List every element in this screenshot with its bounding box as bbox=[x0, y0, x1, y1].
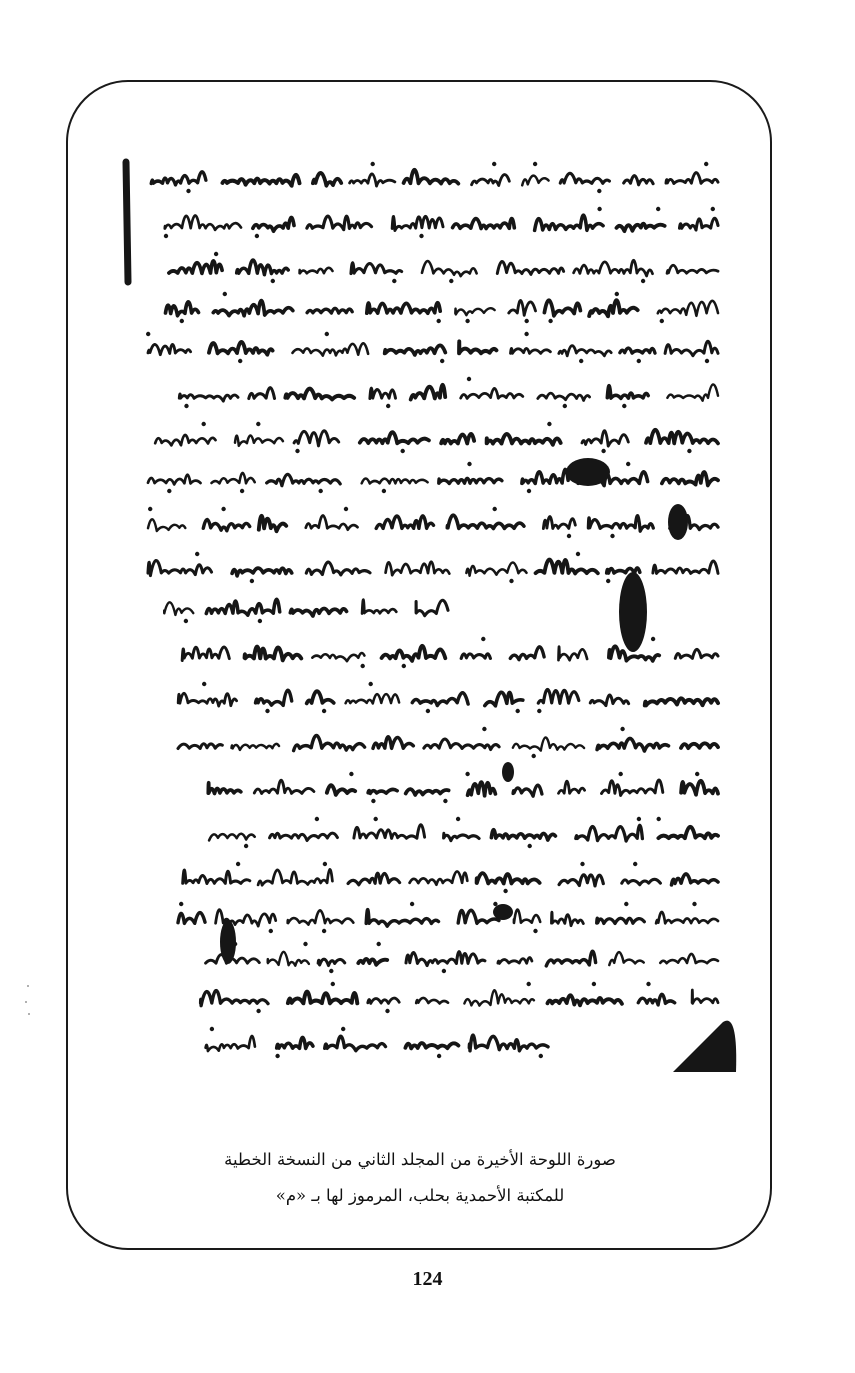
ink-dot bbox=[503, 889, 507, 893]
handwritten-word bbox=[406, 789, 449, 795]
handwritten-word bbox=[376, 516, 433, 529]
handwritten-word bbox=[455, 308, 494, 315]
handwritten-word bbox=[294, 431, 339, 446]
handwritten-word bbox=[213, 301, 292, 316]
handwritten-word bbox=[312, 653, 364, 661]
handwritten-word bbox=[288, 992, 357, 1004]
handwritten-word bbox=[206, 599, 279, 615]
manuscript-image bbox=[118, 142, 738, 1082]
ink-dot bbox=[633, 862, 637, 866]
ink-dot bbox=[323, 862, 327, 866]
handwritten-word bbox=[368, 789, 397, 793]
handwritten-word bbox=[290, 608, 346, 616]
handwritten-word bbox=[680, 218, 719, 230]
ink-dot bbox=[705, 359, 709, 363]
handwritten-word bbox=[544, 300, 580, 316]
ink-dot bbox=[419, 234, 423, 238]
ink-dot bbox=[361, 664, 365, 668]
ink-dot bbox=[657, 817, 661, 821]
ink-dot bbox=[240, 489, 244, 493]
handwritten-word bbox=[373, 737, 413, 749]
handwritten-word bbox=[461, 654, 490, 659]
handwritten-word bbox=[609, 952, 643, 965]
ink-dot bbox=[202, 682, 206, 686]
ink-dot bbox=[576, 552, 580, 556]
handwritten-word bbox=[491, 830, 555, 840]
ink-dot bbox=[580, 862, 584, 866]
ink-dot bbox=[467, 377, 471, 381]
handwritten-word bbox=[459, 341, 496, 353]
ink-dot bbox=[392, 279, 396, 283]
handwritten-word bbox=[574, 260, 653, 276]
handwritten-word bbox=[254, 780, 314, 793]
handwritten-word bbox=[182, 647, 229, 660]
handwritten-word bbox=[406, 952, 485, 966]
handwritten-word bbox=[472, 175, 510, 186]
handwritten-word bbox=[548, 995, 622, 1005]
handwritten-word bbox=[179, 394, 238, 401]
handwritten-word bbox=[151, 172, 206, 185]
ink-dot bbox=[524, 332, 528, 336]
handwritten-word bbox=[620, 348, 655, 353]
handwritten-word bbox=[536, 560, 598, 574]
handwritten-word bbox=[209, 342, 273, 355]
handwritten-word bbox=[513, 737, 584, 750]
ink-dot bbox=[597, 207, 601, 211]
ink-dot bbox=[482, 727, 486, 731]
ink-dot bbox=[637, 817, 641, 821]
handwritten-word bbox=[444, 833, 480, 840]
ink-dot bbox=[493, 507, 497, 511]
handwritten-word bbox=[411, 385, 446, 400]
ink-dot bbox=[426, 709, 430, 713]
handwritten-word bbox=[208, 783, 241, 794]
ink-dot bbox=[382, 489, 386, 493]
ink-dot bbox=[660, 319, 664, 323]
handwritten-word bbox=[367, 303, 440, 314]
handwritten-word bbox=[667, 384, 718, 400]
handwritten-word bbox=[404, 170, 459, 184]
ink-dot bbox=[331, 982, 335, 986]
ink-dot bbox=[325, 332, 329, 336]
ink-dot bbox=[601, 449, 605, 453]
handwritten-word bbox=[178, 693, 236, 706]
handwritten-word bbox=[183, 870, 250, 883]
ink-dot bbox=[695, 772, 699, 776]
handwritten-word bbox=[169, 261, 222, 274]
handwritten-word bbox=[597, 918, 645, 923]
handwritten-word bbox=[441, 434, 474, 443]
handwritten-word bbox=[203, 520, 249, 531]
ink-dot bbox=[275, 1054, 279, 1058]
ink-dot bbox=[579, 359, 583, 363]
handwritten-word bbox=[253, 217, 294, 231]
ink-dot bbox=[606, 579, 610, 583]
ink-dot bbox=[349, 772, 353, 776]
handwritten-word bbox=[656, 912, 718, 923]
handwritten-word bbox=[466, 563, 526, 576]
handwritten-word bbox=[232, 568, 292, 576]
ink-dot bbox=[437, 1054, 441, 1058]
ink-dot bbox=[615, 292, 619, 296]
ink-dot bbox=[319, 489, 323, 493]
handwritten-word bbox=[237, 260, 289, 275]
handwritten-word bbox=[165, 215, 241, 229]
ink-dot bbox=[255, 234, 259, 238]
handwritten-word bbox=[307, 216, 372, 230]
ink-dot bbox=[481, 637, 485, 641]
ink-dot bbox=[692, 902, 696, 906]
ink-dot bbox=[509, 579, 513, 583]
ink-dot bbox=[256, 1009, 260, 1013]
handwritten-word bbox=[318, 959, 345, 965]
handwritten-word bbox=[424, 739, 499, 749]
handwritten-word bbox=[306, 562, 370, 575]
handwritten-word bbox=[469, 1035, 548, 1051]
handwritten-word bbox=[346, 694, 400, 703]
handwritten-word bbox=[666, 173, 718, 184]
ink-dot bbox=[265, 709, 269, 713]
ink-dot bbox=[467, 462, 471, 466]
ink-dot bbox=[563, 404, 567, 408]
ink-dot bbox=[315, 817, 319, 821]
handwritten-word bbox=[166, 302, 199, 316]
ink-dot bbox=[528, 844, 532, 848]
ink-dot bbox=[341, 1027, 345, 1031]
figure-caption bbox=[140, 1142, 700, 1214]
ink-dot bbox=[533, 162, 537, 166]
ink-dot bbox=[164, 234, 168, 238]
handwritten-word bbox=[245, 647, 302, 661]
ink-dot bbox=[532, 754, 536, 758]
handwritten-word bbox=[582, 431, 628, 446]
handwritten-word bbox=[477, 873, 540, 883]
ink-dot bbox=[184, 619, 188, 623]
handwritten-word bbox=[235, 435, 283, 445]
handwritten-word bbox=[681, 743, 718, 748]
handwritten-word bbox=[212, 473, 255, 484]
handwritten-word bbox=[662, 472, 718, 485]
ink-dot bbox=[179, 902, 183, 906]
handwritten-word bbox=[667, 265, 718, 273]
handwritten-word bbox=[362, 600, 396, 614]
ink-dot bbox=[295, 449, 299, 453]
ink-dot bbox=[516, 709, 520, 713]
handwritten-word bbox=[576, 825, 643, 841]
handwritten-word bbox=[288, 910, 354, 924]
ink-dot bbox=[533, 929, 537, 933]
handwritten-word bbox=[325, 1036, 386, 1051]
ink-dot bbox=[437, 319, 441, 323]
ink-dot bbox=[492, 162, 496, 166]
ink-dot bbox=[711, 207, 715, 211]
handwritten-word bbox=[307, 308, 352, 313]
ink-dot bbox=[646, 982, 650, 986]
ink-dot bbox=[537, 709, 541, 713]
handwritten-word bbox=[538, 393, 590, 400]
handwritten-word bbox=[498, 958, 532, 964]
handwritten-word bbox=[485, 692, 523, 706]
handwritten-word bbox=[514, 910, 540, 923]
handwritten-word bbox=[464, 990, 534, 1005]
ink-dot bbox=[329, 969, 333, 973]
ink-dot bbox=[256, 422, 260, 426]
handwritten-word bbox=[360, 432, 429, 443]
ink-dot bbox=[221, 507, 225, 511]
ink-dot bbox=[465, 319, 469, 323]
handwritten-word bbox=[590, 695, 628, 706]
ink-dot bbox=[186, 189, 190, 193]
ink-dot bbox=[656, 207, 660, 211]
handwritten-word bbox=[178, 744, 222, 749]
handwritten-word bbox=[164, 602, 193, 615]
handwritten-word bbox=[588, 516, 653, 531]
handwritten-word bbox=[522, 176, 548, 186]
ink-dot bbox=[371, 799, 375, 803]
ink-dot bbox=[258, 619, 262, 623]
handwritten-word bbox=[206, 1036, 255, 1051]
handwritten-word bbox=[350, 174, 395, 186]
handwritten-word bbox=[148, 560, 212, 575]
ink-dot bbox=[146, 332, 150, 336]
handwritten-word bbox=[268, 952, 309, 966]
handwritten-word bbox=[439, 478, 502, 483]
ink-dot bbox=[442, 969, 446, 973]
ink-dot bbox=[322, 709, 326, 713]
ink-stains bbox=[220, 458, 736, 1072]
page-number: 124 bbox=[412, 1268, 443, 1290]
ink-dot bbox=[465, 772, 469, 776]
handwritten-word bbox=[487, 434, 561, 445]
handwritten-word bbox=[458, 910, 499, 923]
handwritten-word bbox=[294, 735, 365, 750]
ink-dot bbox=[202, 422, 206, 426]
ink-dot bbox=[622, 404, 626, 408]
handwritten-word bbox=[597, 738, 668, 751]
ink-dot bbox=[610, 534, 614, 538]
ink-dot bbox=[385, 1009, 389, 1013]
handwritten-word bbox=[370, 388, 396, 398]
handwritten-word bbox=[509, 300, 536, 315]
handwritten-word bbox=[209, 834, 255, 841]
ink-dot bbox=[377, 942, 381, 946]
handwritten-word bbox=[366, 910, 438, 927]
ink-dot bbox=[493, 902, 497, 906]
ink-dot bbox=[238, 359, 242, 363]
handwritten-word bbox=[645, 698, 718, 705]
ink-dot bbox=[269, 929, 273, 933]
handwritten-word bbox=[300, 268, 333, 273]
handwritten-word bbox=[416, 600, 448, 615]
ink-dot bbox=[567, 534, 571, 538]
handwritten-word bbox=[559, 346, 611, 356]
ink-dot bbox=[369, 682, 373, 686]
ink-dot bbox=[148, 507, 152, 511]
handwritten-word bbox=[267, 474, 341, 485]
ink-dot bbox=[167, 489, 171, 493]
handwritten-word bbox=[543, 517, 575, 529]
ink-dot bbox=[637, 359, 641, 363]
handwritten-word bbox=[602, 780, 663, 795]
handwritten-word bbox=[560, 173, 609, 183]
handwritten-word bbox=[692, 990, 718, 1003]
ink-dot bbox=[180, 319, 184, 323]
ink-dot bbox=[525, 319, 529, 323]
handwritten-word bbox=[416, 998, 448, 1003]
handwritten-word bbox=[513, 785, 542, 796]
handwritten-word bbox=[306, 515, 358, 529]
ink-dot bbox=[371, 162, 375, 166]
ink-dot bbox=[386, 404, 390, 408]
handwritten-word bbox=[653, 561, 718, 573]
ink-dot bbox=[402, 664, 406, 668]
handwritten-word bbox=[453, 219, 515, 229]
handwritten-word bbox=[392, 216, 443, 230]
ink-dot bbox=[597, 189, 601, 193]
handwritten-word bbox=[223, 175, 300, 186]
handwritten-word bbox=[535, 215, 604, 230]
handwritten-word bbox=[232, 744, 280, 750]
handwritten-word bbox=[681, 781, 718, 795]
handwritten-word bbox=[538, 689, 579, 703]
handwritten-word bbox=[672, 874, 719, 885]
handwritten-word bbox=[293, 343, 369, 355]
ink-dot bbox=[184, 404, 188, 408]
ink-dot bbox=[620, 727, 624, 731]
handwritten-word bbox=[256, 690, 292, 705]
handwritten-word bbox=[675, 649, 718, 658]
ink-dot bbox=[236, 862, 240, 866]
handwritten-word bbox=[624, 176, 653, 185]
handwritten-word bbox=[155, 435, 215, 445]
handwritten-word bbox=[638, 994, 674, 1005]
ink-dot bbox=[271, 279, 275, 283]
handwritten-word bbox=[410, 871, 468, 884]
caption-line-1: صورة اللوحة الأخيرة من المجلد الثاني من النسخة الخطية bbox=[224, 1150, 616, 1169]
ink-dot bbox=[374, 817, 378, 821]
handwritten-word bbox=[447, 515, 524, 528]
caption-line-2: للمكتبة الأحمدية بحلب، المرموز لها بـ «م» bbox=[275, 1186, 565, 1205]
handwritten-word bbox=[358, 959, 387, 965]
handwritten-word bbox=[497, 262, 563, 275]
handwritten-word bbox=[386, 562, 450, 576]
ink-dot bbox=[687, 449, 691, 453]
handwritten-word bbox=[546, 951, 595, 966]
handwritten-word bbox=[422, 261, 477, 276]
handwritten-word bbox=[552, 912, 584, 925]
ink-dot bbox=[443, 799, 447, 803]
handwritten-word bbox=[617, 224, 665, 231]
handwritten-word bbox=[622, 879, 661, 884]
handwritten-word bbox=[313, 173, 341, 186]
handwritten-word bbox=[589, 300, 637, 316]
ink-dot bbox=[539, 1054, 543, 1058]
handwritten-word bbox=[148, 519, 185, 531]
ink-dot bbox=[250, 579, 254, 583]
handwritten-word bbox=[646, 430, 718, 444]
handwritten-word bbox=[307, 691, 334, 703]
handwritten-word bbox=[559, 647, 588, 661]
ink-dot bbox=[456, 817, 460, 821]
ink-dot bbox=[410, 902, 414, 906]
ink-dot bbox=[401, 449, 405, 453]
ink-dot bbox=[195, 552, 199, 556]
ink-dot bbox=[548, 319, 552, 323]
handwritten-word bbox=[348, 873, 400, 885]
handwritten-word bbox=[201, 991, 268, 1006]
handwritten-word bbox=[412, 693, 468, 706]
ink-dot bbox=[214, 252, 218, 256]
handwritten-word bbox=[665, 341, 718, 355]
handwritten-word bbox=[277, 1037, 313, 1048]
ink-dot bbox=[344, 507, 348, 511]
handwritten-word bbox=[658, 301, 718, 316]
ink-dot bbox=[547, 422, 551, 426]
ink-dot bbox=[619, 772, 623, 776]
handwritten-word bbox=[405, 1043, 458, 1048]
ink-dot bbox=[303, 942, 307, 946]
ink-dot bbox=[449, 279, 453, 283]
handwritten-word bbox=[148, 475, 201, 485]
margin-specks bbox=[22, 980, 34, 1020]
ink-dot bbox=[527, 489, 531, 493]
ink-dot bbox=[626, 462, 630, 466]
handwritten-word bbox=[258, 869, 332, 885]
handwritten-word bbox=[559, 875, 603, 886]
ink-dot bbox=[244, 844, 248, 848]
handwritten-word bbox=[178, 913, 205, 924]
handwritten-word bbox=[259, 516, 286, 531]
handwritten-word bbox=[382, 646, 446, 661]
handwritten-word bbox=[385, 345, 446, 354]
ink-dot bbox=[223, 292, 227, 296]
handwritten-word bbox=[511, 348, 551, 353]
handwritten-word bbox=[148, 344, 191, 354]
handwritten-word bbox=[327, 785, 355, 795]
ink-dot bbox=[527, 982, 531, 986]
handwritten-word bbox=[285, 389, 354, 400]
handwritten-word bbox=[354, 825, 425, 839]
handwritten-word bbox=[658, 827, 718, 838]
handwritten-word bbox=[468, 782, 496, 796]
handwritten-word bbox=[362, 478, 428, 483]
ink-dot bbox=[704, 162, 708, 166]
ink-dot bbox=[592, 982, 596, 986]
handwritten-word bbox=[660, 954, 718, 963]
ink-dot bbox=[440, 359, 444, 363]
handwritten-word bbox=[270, 833, 338, 840]
handwritten-word bbox=[461, 388, 523, 398]
ink-dot bbox=[210, 1027, 214, 1031]
handwritten-word bbox=[522, 469, 568, 483]
manuscript-handwriting bbox=[118, 142, 738, 1082]
handwritten-word bbox=[249, 388, 275, 399]
ink-dot bbox=[641, 279, 645, 283]
handwritten-word bbox=[559, 781, 585, 793]
ink-dot bbox=[322, 929, 326, 933]
handwritten-word bbox=[351, 263, 402, 274]
handwritten-word bbox=[607, 386, 648, 399]
handwritten-word bbox=[510, 647, 544, 660]
ink-dot bbox=[624, 902, 628, 906]
ink-dot bbox=[651, 637, 655, 641]
handwritten-word bbox=[368, 998, 399, 1003]
